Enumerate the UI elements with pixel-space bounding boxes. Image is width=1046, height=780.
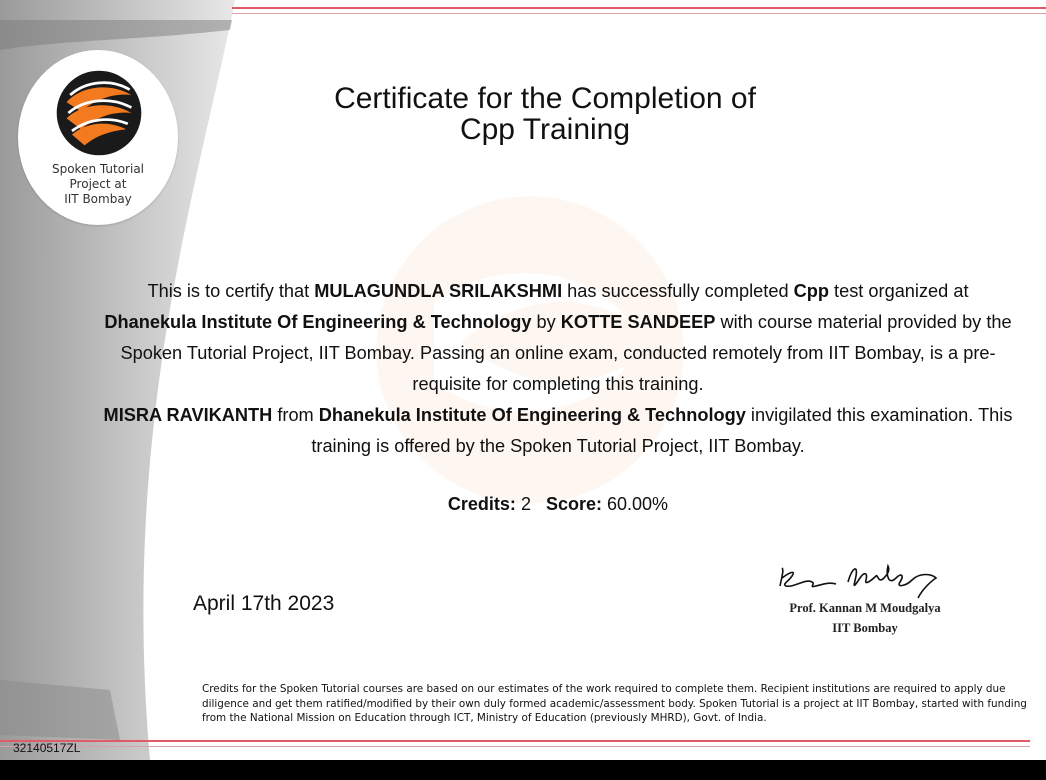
logo-line-1: Spoken Tutorial bbox=[51, 162, 144, 176]
score-label: Score: bbox=[545, 494, 602, 514]
invigilator-institute: Dhanekula Institute Of Engineering & Technology bbox=[318, 405, 746, 425]
score-value: 60.00% bbox=[607, 494, 669, 514]
spoken-tutorial-logo-icon bbox=[54, 68, 144, 158]
statement-text: has successfully completed bbox=[562, 281, 794, 301]
top-rule bbox=[232, 7, 1046, 9]
footnote-disclaimer: Credits for the Spoken Tutorial courses are based on our estimates of the work required to complete them. Recipient institutions are required to apply due diligence and get them ratified/modified by their own duly formed academic/assessment body. Spoken Tutorial is a project at IIT Bombay, started with funding from the National Mission on Education through ICT, Ministry of Education (previously MHRD), Govt. of India. bbox=[202, 683, 1027, 724]
logo-caption bbox=[18, 162, 178, 207]
student-name: MULAGUNDLA SRILAKSHMI bbox=[314, 281, 563, 301]
title-line-1: Certificate for the Completion of bbox=[334, 82, 756, 115]
credits-label: Credits: bbox=[447, 494, 516, 514]
signatory-org: IIT Bombay bbox=[832, 621, 898, 635]
course-name: Cpp bbox=[793, 281, 829, 301]
statement-text: This is to certify that bbox=[147, 281, 315, 301]
statement-text: with course material provided by the Spoken Tutorial Project, IIT Bombay. Passing an online exam, conducted remotely from IIT Bombay, is a pre-requisite for completing this training. bbox=[120, 312, 1012, 394]
logo-line-3: IIT Bombay bbox=[64, 192, 132, 206]
credits-score-line bbox=[0, 494, 1046, 515]
institute-name: Dhanekula Institute Of Engineering & Technology bbox=[104, 312, 532, 332]
statement-text: invigilated this examination. This training is offered by the Spoken Tutorial Project, IIT Bombay. bbox=[311, 405, 1013, 456]
invigilator-name: MISRA RAVIKANTH bbox=[103, 405, 273, 425]
spoken-tutorial-logo bbox=[18, 50, 178, 225]
statement-text: test organized at bbox=[828, 281, 969, 301]
certification-statement bbox=[100, 276, 1016, 462]
certificate-id: 32140517ZL bbox=[13, 741, 81, 755]
logo-line-2: Project at bbox=[69, 177, 127, 191]
statement-text: from bbox=[272, 405, 319, 425]
bottom-black-bar bbox=[0, 760, 1046, 780]
statement-text: by bbox=[531, 312, 561, 332]
certificate-title bbox=[230, 83, 860, 145]
credits-value: 2 bbox=[520, 494, 531, 514]
signatory-block bbox=[745, 598, 985, 638]
title-line-2: Cpp Training bbox=[459, 113, 631, 146]
signature-image bbox=[772, 556, 952, 604]
top-rule-thin bbox=[232, 13, 1046, 14]
bottom-rule bbox=[0, 740, 1030, 742]
issue-date: April 17th 2023 bbox=[193, 592, 335, 615]
bottom-rule-thin bbox=[0, 746, 1030, 747]
signatory-name: Prof. Kannan M Moudgalya bbox=[789, 601, 941, 615]
organizer-name: KOTTE SANDEEP bbox=[560, 312, 716, 332]
